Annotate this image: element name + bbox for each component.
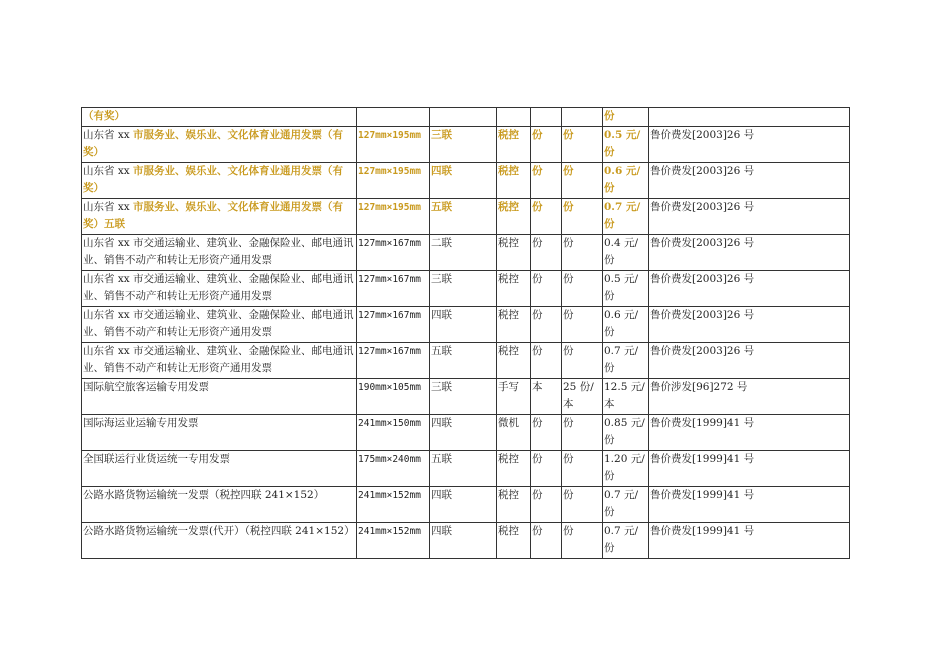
invoice-name-text: 公路水路货物运输统一发票（税控四联 241×152） [83, 488, 325, 501]
pack-cell [562, 306, 603, 342]
pack-text: 份 [563, 272, 574, 285]
type-text: 税控 [498, 524, 519, 537]
table-row [82, 270, 850, 306]
copies-cell [430, 342, 497, 378]
invoice-name-cell [82, 342, 357, 378]
unit-text: 份 [532, 524, 543, 537]
document-number-cell [649, 126, 850, 162]
size-cell [357, 342, 430, 378]
invoice-name-text: 山东省 xx 市交通运输业、建筑业、金融保险业、邮电通讯业、销售不动产和转让无形资产通用发票 [83, 308, 354, 338]
invoice-name-cell [82, 126, 357, 162]
size-text: 127mm×195mm [358, 201, 421, 213]
copies-text: 三联 [431, 272, 452, 285]
document-number-cell [649, 486, 850, 522]
pack-text: 份 [563, 164, 574, 177]
copies-text: 四联 [431, 488, 452, 501]
type-text: 税控 [498, 200, 519, 213]
unit-text: 份 [532, 200, 543, 213]
price-cell [603, 162, 649, 198]
pack-cell [562, 126, 603, 162]
document-number-text: 鲁价费发[1999]41 号 [650, 488, 755, 501]
size-cell [357, 108, 430, 127]
copies-cell [430, 378, 497, 414]
price-cell [603, 306, 649, 342]
price-text: 0.6 元/份 [604, 308, 639, 338]
document-number-text: 鲁价费发[2003]26 号 [650, 344, 755, 357]
pack-cell [562, 108, 603, 127]
invoice-name-cell [82, 450, 357, 486]
pack-cell [562, 450, 603, 486]
invoice-name-text: 山东省 xx 市交通运输业、建筑业、金融保险业、邮电通讯业、销售不动产和转让无形资产通用发票 [83, 344, 354, 374]
size-cell [357, 270, 430, 306]
table-row [82, 378, 850, 414]
invoice-name-text: 市服务业、娱乐业、文化体育业通用发票（有奖） [83, 164, 344, 194]
type-text: 税控 [498, 308, 519, 321]
copies-cell [430, 522, 497, 558]
price-text: 0.7 元/份 [604, 488, 639, 518]
pack-text: 份 [563, 452, 574, 465]
document-number-cell [649, 162, 850, 198]
copies-text: 三联 [431, 128, 452, 141]
document-number-text: 鲁价费发[1999]41 号 [650, 452, 755, 465]
size-text: 127mm×167mm [358, 309, 421, 321]
copies-cell [430, 108, 497, 127]
price-cell [603, 108, 649, 127]
unit-cell [531, 162, 562, 198]
invoice-name-text: （有奖） [83, 110, 125, 122]
size-cell [357, 522, 430, 558]
copies-text: 二联 [431, 236, 452, 249]
type-text: 手写 [498, 380, 519, 393]
copies-cell [430, 198, 497, 234]
type-cell [497, 270, 531, 306]
copies-cell [430, 414, 497, 450]
price-text: 份 [604, 110, 615, 122]
type-text: 税控 [498, 344, 519, 357]
unit-cell [531, 414, 562, 450]
document-number-cell [649, 414, 850, 450]
size-cell [357, 198, 430, 234]
copies-cell [430, 234, 497, 270]
type-cell [497, 486, 531, 522]
unit-cell [531, 108, 562, 127]
table-row [82, 414, 850, 450]
invoice-name-cell [82, 162, 357, 198]
price-cell [603, 270, 649, 306]
type-cell [497, 198, 531, 234]
document-number-cell [649, 306, 850, 342]
table-row [82, 126, 850, 162]
size-text: 127mm×195mm [358, 165, 421, 177]
type-cell [497, 234, 531, 270]
price-text: 0.4 元/份 [604, 236, 639, 266]
document-number-cell [649, 234, 850, 270]
pack-cell [562, 162, 603, 198]
size-text: 241mm×150mm [358, 417, 421, 429]
invoice-name-text: 市服务业、娱乐业、文化体育业通用发票（有奖） [83, 128, 344, 158]
document-number-text: 鲁价费发[1999]41 号 [650, 416, 755, 429]
unit-text: 份 [532, 164, 543, 177]
type-text: 税控 [498, 488, 519, 501]
unit-cell [531, 450, 562, 486]
pack-text: 份 [563, 128, 574, 141]
document-number-text: 鲁价费发[2003]26 号 [650, 164, 755, 177]
type-text: 微机 [498, 416, 519, 429]
table-row [82, 108, 850, 127]
invoice-name-cell [82, 108, 357, 127]
copies-text: 五联 [431, 452, 452, 465]
type-cell [497, 450, 531, 486]
document-number-cell [649, 108, 850, 127]
price-cell [603, 414, 649, 450]
invoice-name-cell [82, 522, 357, 558]
size-text: 127mm×167mm [358, 237, 421, 249]
invoice-name-cell [82, 234, 357, 270]
type-text: 税控 [498, 128, 519, 141]
pack-cell [562, 198, 603, 234]
copies-text: 四联 [431, 308, 452, 321]
pack-cell [562, 270, 603, 306]
table-row [82, 342, 850, 378]
name-prefix: 山东省 xx [83, 164, 134, 177]
unit-cell [531, 270, 562, 306]
copies-cell [430, 126, 497, 162]
price-cell [603, 522, 649, 558]
type-cell [497, 522, 531, 558]
copies-text: 四联 [431, 416, 452, 429]
table-row [82, 486, 850, 522]
price-text: 0.6 元/份 [604, 164, 641, 194]
invoice-name-text: 全国联运行业货运统一专用发票 [83, 452, 230, 465]
price-cell [603, 486, 649, 522]
document-number-cell [649, 522, 850, 558]
invoice-name-cell [82, 198, 357, 234]
size-cell [357, 414, 430, 450]
unit-text: 本 [532, 380, 543, 393]
document-number-text: 鲁价费发[2003]26 号 [650, 200, 755, 213]
size-text: 241mm×152mm [358, 525, 421, 537]
document-number-cell [649, 378, 850, 414]
invoice-name-cell [82, 486, 357, 522]
invoice-name-text: 山东省 xx 市交通运输业、建筑业、金融保险业、邮电通讯业、销售不动产和转让无形资产通用发票 [83, 272, 354, 302]
pack-text: 份 [563, 344, 574, 357]
pack-cell [562, 234, 603, 270]
type-cell [497, 162, 531, 198]
size-text: 175mm×240mm [358, 453, 421, 465]
type-cell [497, 108, 531, 127]
pack-cell [562, 486, 603, 522]
unit-text: 份 [532, 236, 543, 249]
copies-cell [430, 486, 497, 522]
type-text: 税控 [498, 452, 519, 465]
copies-cell [430, 306, 497, 342]
unit-text: 份 [532, 308, 543, 321]
document-number-text: 鲁价涉发[96]272 号 [650, 380, 748, 393]
name-prefix: 山东省 xx [83, 128, 134, 141]
unit-cell [531, 342, 562, 378]
price-text: 0.7 元/份 [604, 524, 639, 554]
unit-text: 份 [532, 488, 543, 501]
unit-cell [531, 234, 562, 270]
size-text: 190mm×105mm [358, 381, 421, 393]
pack-text: 份 [563, 200, 574, 213]
price-cell [603, 450, 649, 486]
copies-text: 四联 [431, 524, 452, 537]
pack-cell [562, 522, 603, 558]
unit-text: 份 [532, 272, 543, 285]
price-text: 0.7 元/份 [604, 200, 641, 230]
document-number-text: 鲁价费发[2003]26 号 [650, 236, 755, 249]
size-text: 241mm×152mm [358, 489, 421, 501]
price-cell [603, 126, 649, 162]
price-cell [603, 342, 649, 378]
price-text: 0.5 元/份 [604, 128, 641, 158]
invoice-name-cell [82, 414, 357, 450]
invoice-name-text: 市服务业、娱乐业、文化体育业通用发票（有奖）五联 [83, 200, 344, 230]
size-cell [357, 126, 430, 162]
copies-text: 四联 [431, 164, 452, 177]
invoice-price-table [81, 107, 850, 559]
document-number-text: 鲁价费发[2003]26 号 [650, 272, 755, 285]
type-cell [497, 342, 531, 378]
pack-cell [562, 342, 603, 378]
table-row [82, 234, 850, 270]
price-cell [603, 234, 649, 270]
type-cell [497, 306, 531, 342]
type-text: 税控 [498, 236, 519, 249]
size-text: 127mm×167mm [358, 345, 421, 357]
table-row [82, 450, 850, 486]
type-cell [497, 378, 531, 414]
copies-text: 三联 [431, 380, 452, 393]
size-cell [357, 162, 430, 198]
invoice-name-cell [82, 306, 357, 342]
document-number-cell [649, 198, 850, 234]
type-text: 税控 [498, 164, 519, 177]
copies-cell [430, 270, 497, 306]
type-cell [497, 126, 531, 162]
price-text: 1.20 元/份 [604, 452, 645, 482]
price-text: 0.85 元/份 [604, 416, 645, 446]
unit-cell [531, 126, 562, 162]
unit-text: 份 [532, 344, 543, 357]
price-text: 0.5 元/份 [604, 272, 639, 302]
unit-cell [531, 306, 562, 342]
pack-text: 份 [563, 488, 574, 501]
size-cell [357, 378, 430, 414]
document-number-text: 鲁价费发[2003]26 号 [650, 128, 755, 141]
document-number-cell [649, 270, 850, 306]
unit-cell [531, 198, 562, 234]
table-row [82, 162, 850, 198]
document-number-text: 鲁价费发[2003]26 号 [650, 308, 755, 321]
pack-text: 份 [563, 236, 574, 249]
unit-cell [531, 378, 562, 414]
size-cell [357, 306, 430, 342]
copies-cell [430, 450, 497, 486]
copies-cell [430, 162, 497, 198]
copies-text: 五联 [431, 200, 452, 213]
invoice-name-text: 国际航空旅客运输专用发票 [83, 380, 209, 393]
name-prefix: 山东省 xx [83, 200, 134, 213]
table-body [82, 108, 850, 559]
invoice-name-text: 国际海运业运输专用发票 [83, 416, 199, 429]
size-cell [357, 486, 430, 522]
pack-text: 份 [563, 416, 574, 429]
price-cell [603, 378, 649, 414]
unit-cell [531, 486, 562, 522]
pack-text: 份 [563, 308, 574, 321]
size-cell [357, 234, 430, 270]
price-text: 0.7 元/份 [604, 344, 639, 374]
pack-text: 25 份/本 [563, 380, 594, 410]
invoice-name-cell [82, 270, 357, 306]
type-text: 税控 [498, 272, 519, 285]
invoice-name-text: 公路水路货物运输统一发票(代开）（税控四联 241×152） [83, 524, 355, 537]
pack-cell [562, 378, 603, 414]
pack-cell [562, 414, 603, 450]
unit-text: 份 [532, 452, 543, 465]
document-number-cell [649, 450, 850, 486]
table-row [82, 198, 850, 234]
table-row [82, 306, 850, 342]
unit-text: 份 [532, 416, 543, 429]
invoice-name-text: 山东省 xx 市交通运输业、建筑业、金融保险业、邮电通讯业、销售不动产和转让无形资产通用发票 [83, 236, 354, 266]
price-cell [603, 198, 649, 234]
copies-text: 五联 [431, 344, 452, 357]
size-text: 127mm×195mm [358, 129, 421, 141]
invoice-name-cell [82, 378, 357, 414]
unit-cell [531, 522, 562, 558]
unit-text: 份 [532, 128, 543, 141]
table-row [82, 522, 850, 558]
document-number-cell [649, 342, 850, 378]
pack-text: 份 [563, 524, 574, 537]
size-cell [357, 450, 430, 486]
size-text: 127mm×167mm [358, 273, 421, 285]
price-text: 12.5 元/本 [604, 380, 645, 410]
document-number-text: 鲁价费发[1999]41 号 [650, 524, 755, 537]
type-cell [497, 414, 531, 450]
